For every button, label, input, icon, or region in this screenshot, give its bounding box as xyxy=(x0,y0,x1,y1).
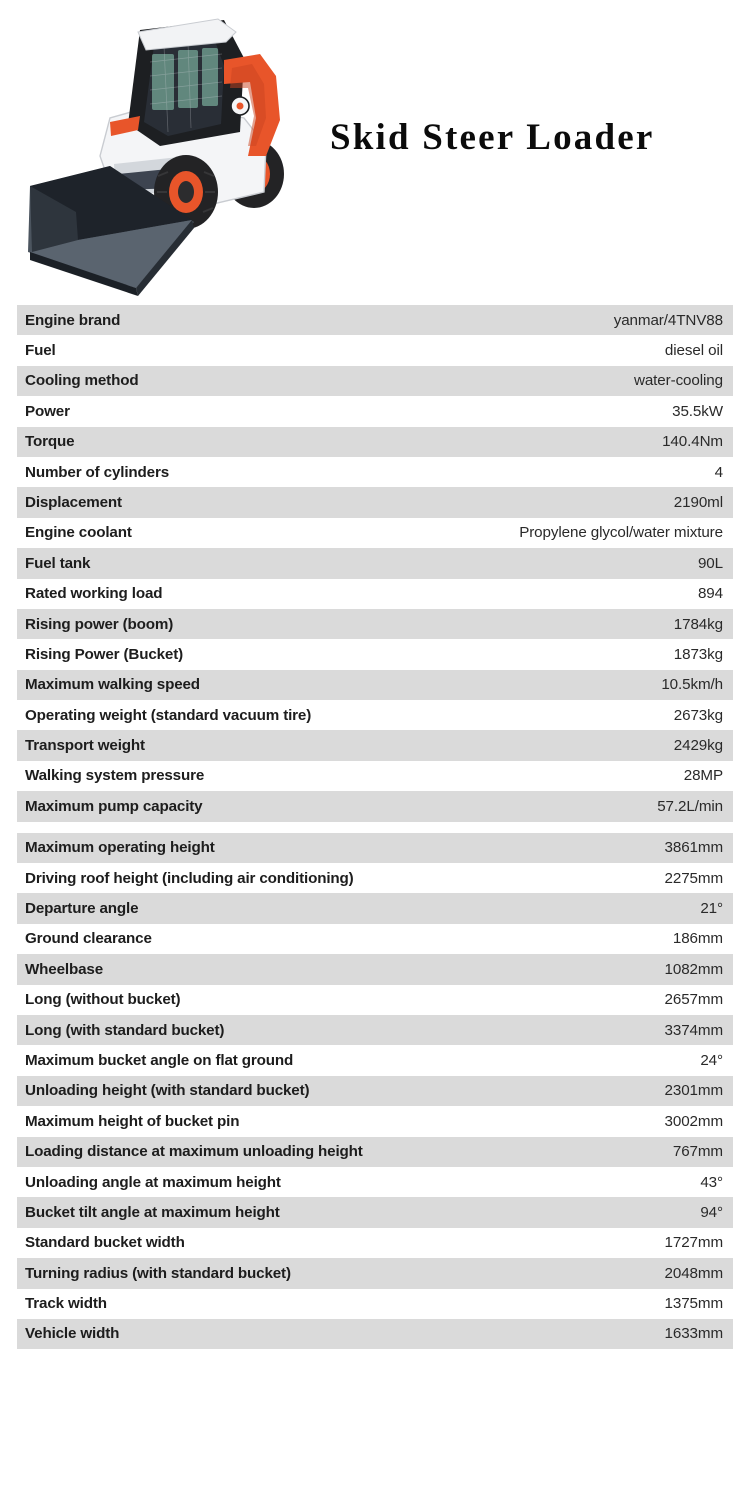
spec-value: 21° xyxy=(700,900,723,918)
spec-row xyxy=(17,791,733,821)
spec-label: Vehicle width xyxy=(25,1325,120,1343)
spec-row xyxy=(17,761,733,791)
spec-value: 3861mm xyxy=(664,839,723,857)
spec-label: Unloading angle at maximum height xyxy=(25,1173,281,1191)
spec-row xyxy=(17,518,733,548)
spec-label: Driving roof height (including air conditioning) xyxy=(25,869,354,887)
spec-row xyxy=(17,1106,733,1136)
spec-section-engine-and-performance xyxy=(0,305,750,822)
spec-label: Long (without bucket) xyxy=(25,991,181,1009)
spec-value: 894 xyxy=(697,585,723,603)
spec-value: 2301mm xyxy=(664,1082,723,1100)
spec-row xyxy=(17,893,733,923)
spec-label: Track width xyxy=(25,1295,107,1313)
spec-row xyxy=(17,639,733,669)
spec-value: 1082mm xyxy=(664,960,723,978)
spec-label: Transport weight xyxy=(25,737,145,755)
spec-row xyxy=(17,1045,733,1075)
spec-row xyxy=(17,1167,733,1197)
spec-row xyxy=(17,700,733,730)
spec-value: 90L xyxy=(697,554,723,572)
spec-label: Maximum height of bucket pin xyxy=(25,1112,240,1130)
spec-row xyxy=(17,548,733,578)
spec-row xyxy=(17,730,733,760)
spec-label: Long (with standard bucket) xyxy=(25,1021,225,1039)
spec-value: 1873kg xyxy=(673,645,723,663)
spec-value: 24° xyxy=(700,1051,723,1069)
spec-value: yanmar/4TNV88 xyxy=(613,311,723,329)
spec-label: Departure angle xyxy=(25,900,139,918)
spec-row xyxy=(17,1076,733,1106)
spec-label: Operating weight (standard vacuum tire) xyxy=(25,706,312,724)
spec-label: Maximum operating height xyxy=(25,839,215,857)
spec-label: Rising Power (Bucket) xyxy=(25,645,184,663)
spec-row xyxy=(17,1197,733,1227)
spec-row xyxy=(17,609,733,639)
page-title: Skid Steer Loader xyxy=(330,117,655,158)
spec-value: 2275mm xyxy=(664,869,723,887)
spec-value: 2657mm xyxy=(664,991,723,1009)
spec-row xyxy=(17,366,733,396)
footer-whitespace xyxy=(0,1349,750,1495)
spec-value: 1375mm xyxy=(664,1295,723,1313)
spec-label: Maximum walking speed xyxy=(25,676,200,694)
spec-value: 3002mm xyxy=(664,1112,723,1130)
spec-label: Engine coolant xyxy=(25,524,132,542)
spec-row xyxy=(17,985,733,1015)
spec-label: Maximum pump capacity xyxy=(25,797,203,815)
spec-label: Torque xyxy=(25,433,75,451)
spec-row xyxy=(17,924,733,954)
spec-row xyxy=(17,863,733,893)
spec-label: Number of cylinders xyxy=(25,463,169,481)
spec-value: 10.5km/h xyxy=(661,676,723,694)
spec-value: 4 xyxy=(714,463,723,481)
spec-row xyxy=(17,833,733,863)
spec-row xyxy=(17,1289,733,1319)
spec-value: 1784kg xyxy=(673,615,723,633)
spec-row xyxy=(17,1258,733,1288)
spec-label: Walking system pressure xyxy=(25,767,205,785)
spec-row xyxy=(17,487,733,517)
spec-label: Fuel xyxy=(25,341,56,359)
spec-label: Displacement xyxy=(25,493,122,511)
page-header xyxy=(0,0,750,305)
spec-row xyxy=(17,427,733,457)
spec-label: Engine brand xyxy=(25,311,121,329)
spec-label: Power xyxy=(25,402,70,420)
spec-value: 3374mm xyxy=(664,1021,723,1039)
spec-row xyxy=(17,335,733,365)
spec-row xyxy=(17,1228,733,1258)
spec-label: Ground clearance xyxy=(25,930,152,948)
spec-label: Turning radius (with standard bucket) xyxy=(25,1264,291,1282)
spec-value: Propylene glycol/water mixture xyxy=(519,524,723,542)
spec-value: 2429kg xyxy=(673,737,723,755)
skid-steer-loader-photo xyxy=(18,6,318,304)
spec-row xyxy=(17,1319,733,1349)
spec-row xyxy=(17,1137,733,1167)
spec-value: 94° xyxy=(700,1203,723,1221)
spec-row xyxy=(17,1015,733,1045)
spec-value: 43° xyxy=(700,1173,723,1191)
spec-row xyxy=(17,579,733,609)
spec-row xyxy=(17,457,733,487)
spec-value: 186mm xyxy=(672,930,723,948)
spec-value: 2190ml xyxy=(673,493,723,511)
spec-label: Rated working load xyxy=(25,585,163,603)
spec-value: 1633mm xyxy=(664,1325,723,1343)
spec-row xyxy=(17,954,733,984)
spec-label: Unloading height (with standard bucket) xyxy=(25,1082,310,1100)
spec-label: Fuel tank xyxy=(25,554,91,572)
spec-value: 2673kg xyxy=(673,706,723,724)
spec-value: water-cooling xyxy=(633,372,723,390)
spec-row xyxy=(17,305,733,335)
spec-value: 2048mm xyxy=(664,1264,723,1282)
spec-value: 28MP xyxy=(683,767,723,785)
spec-label: Cooling method xyxy=(25,372,139,390)
spec-value: 767mm xyxy=(672,1143,723,1161)
spec-label: Standard bucket width xyxy=(25,1234,185,1252)
spec-section-dimensions-and-geometry xyxy=(0,833,750,1350)
spec-value: diesel oil xyxy=(664,341,723,359)
spec-row xyxy=(17,670,733,700)
spec-label: Loading distance at maximum unloading height xyxy=(25,1143,363,1161)
spec-value: 35.5kW xyxy=(672,402,723,420)
spec-value: 57.2L/min xyxy=(657,797,723,815)
spec-label: Wheelbase xyxy=(25,960,103,978)
spec-label: Maximum bucket angle on flat ground xyxy=(25,1051,294,1069)
spec-label: Rising power (boom) xyxy=(25,615,174,633)
spec-row xyxy=(17,396,733,426)
spec-value: 1727mm xyxy=(664,1234,723,1252)
spec-value: 140.4Nm xyxy=(662,433,723,451)
spec-label: Bucket tilt angle at maximum height xyxy=(25,1203,280,1221)
